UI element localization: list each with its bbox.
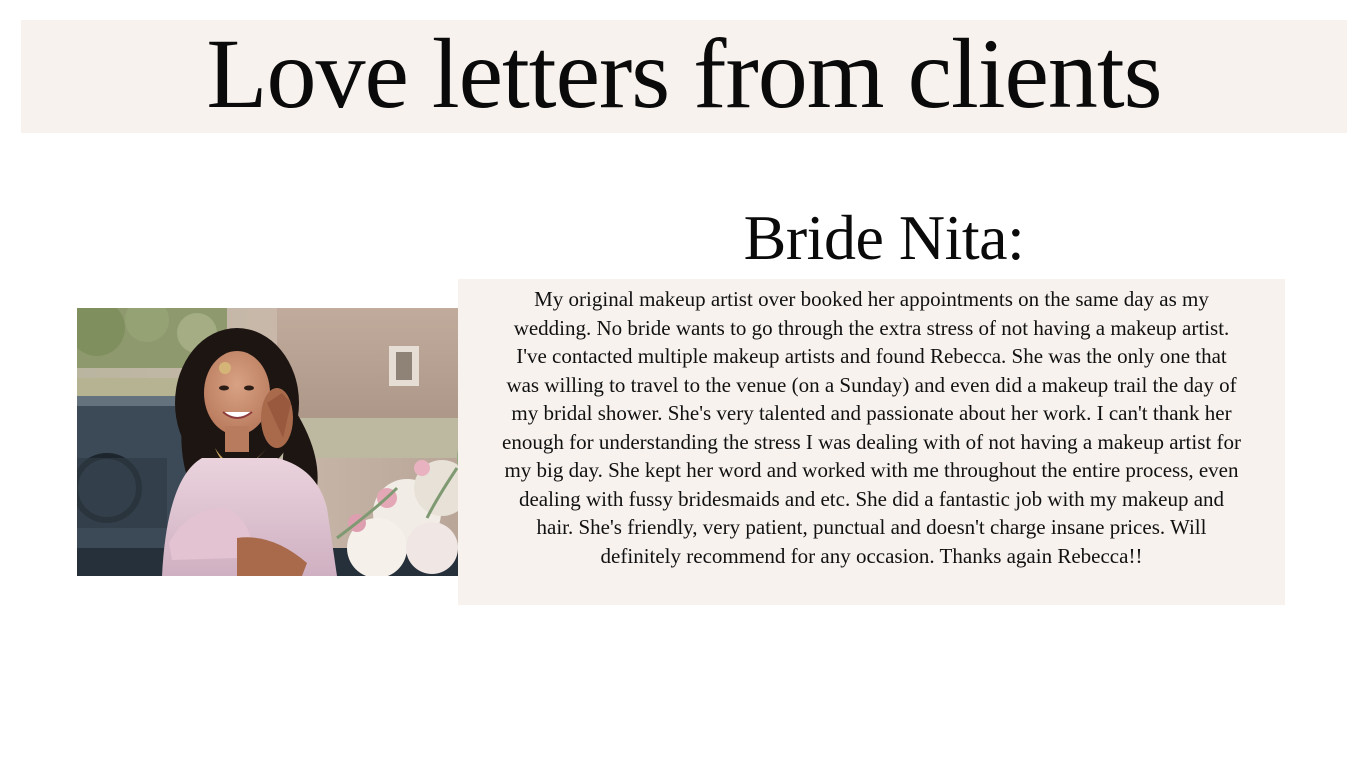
title-banner — [21, 17, 1347, 133]
testimonial-author: Bride Nita: — [743, 202, 1025, 273]
bride-photo — [77, 308, 475, 576]
testimonial-card — [458, 279, 1285, 605]
testimonial-quote: My original makeup artist over booked her appointments on the same day as my wedding. No bride wants to go through the extra stress of not having a makeup artist. I've contacted multiple makeup artists and found Rebecca. She was the only one that was willing to travel to the venue (on a Sunday) and even did a makeup trail the day of my bridal shower. She's very talented and passionate about her work. I can't thank her enough for understanding the stress I was dealing with of not having a makeup artist for my big day. She kept her word and worked with me throughout the entire process, even dealing with fussy bridesmaids and etc. She did a fantastic job with my makeup and hair. She's friendly, very patient, punctual and doesn't charge insane prices. Will definitely recommend for any occasion. Thanks again Rebecca!! — [502, 287, 1241, 568]
page-title: Love letters from clients — [206, 17, 1162, 129]
